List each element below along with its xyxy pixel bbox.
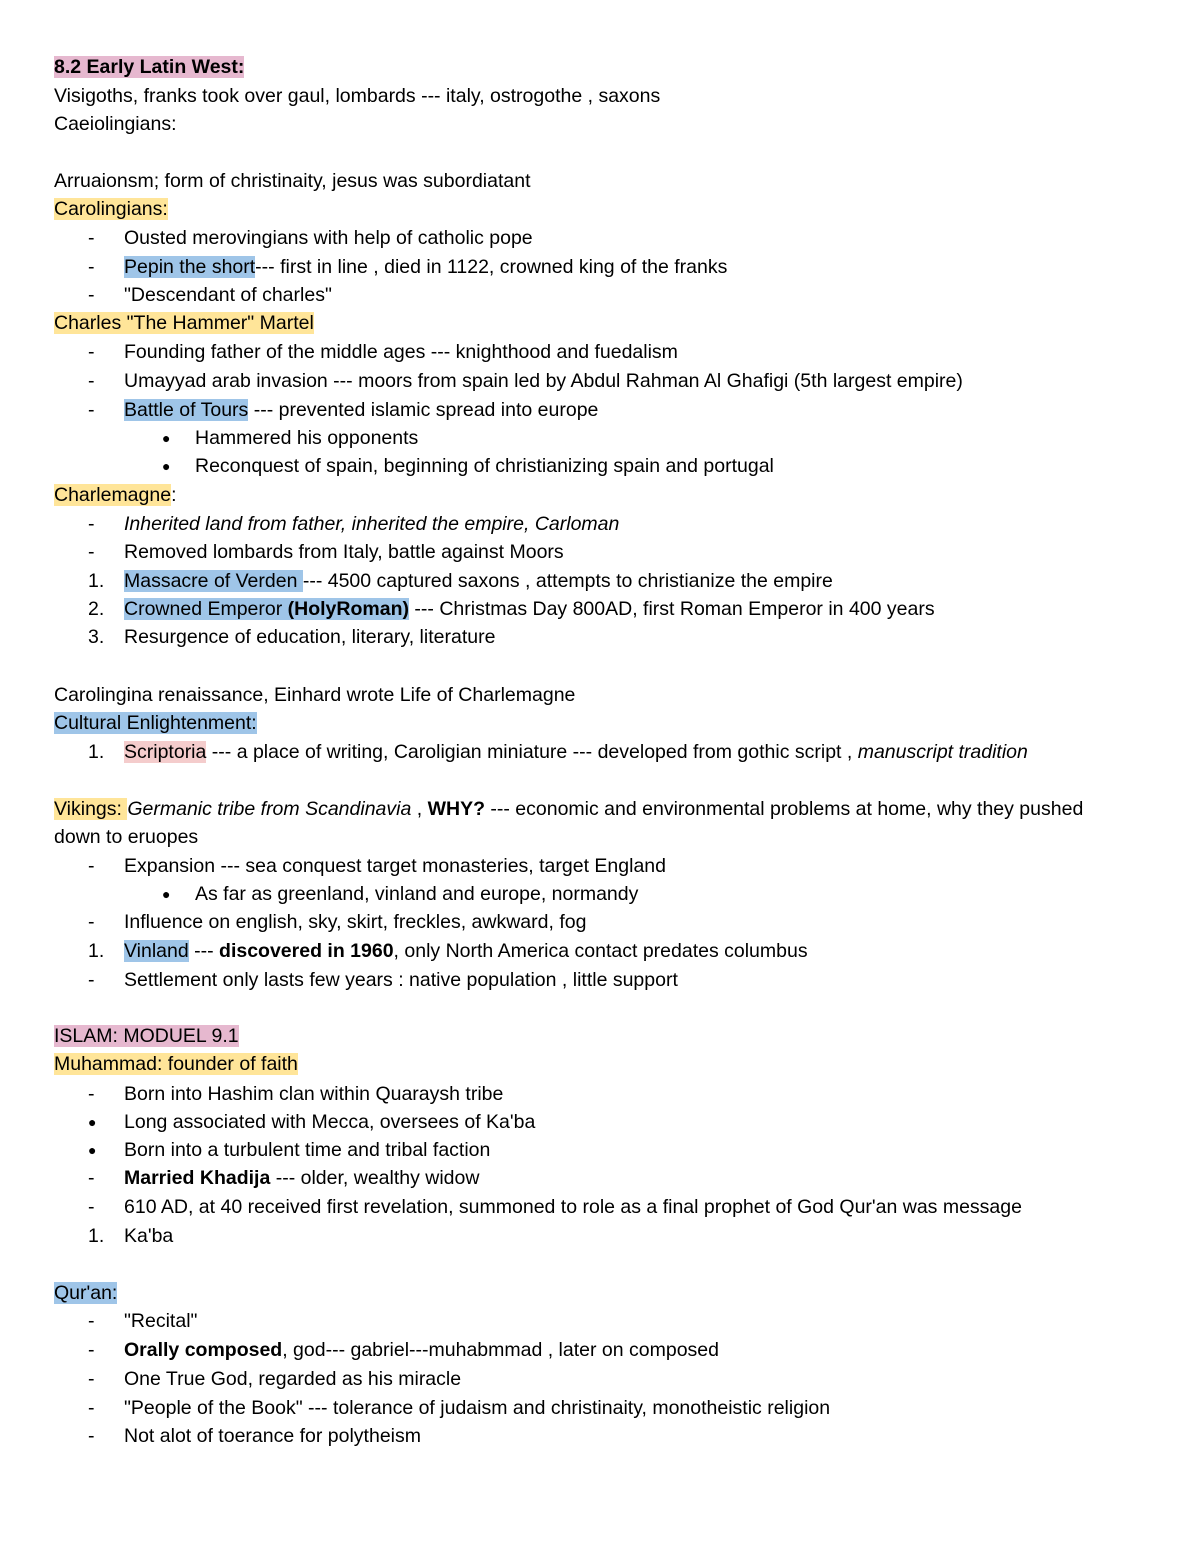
- carolingians-heading: Carolingians:: [54, 198, 168, 220]
- battle-of-tours-highlight: Battle of Tours: [124, 399, 249, 421]
- dash-marker: -: [88, 1167, 95, 1189]
- dash-marker: -: [88, 256, 95, 278]
- quran-heading-line: [54, 1279, 117, 1307]
- muhammad-heading-line: [54, 1050, 298, 1078]
- massacre-highlight: Massacre of Verden: [124, 570, 303, 592]
- dash-marker: -: [88, 1339, 95, 1361]
- list-item: Expansion --- sea conquest target monasteries, target England: [124, 855, 666, 877]
- khadija-bold: Married Khadija: [124, 1167, 271, 1189]
- list-item-text: , god--- gabriel---muhabmmad , later on composed: [282, 1339, 719, 1361]
- renaissance-line: Carolingina renaissance, Einhard wrote Life of Charlemagne: [54, 684, 576, 706]
- dash-marker: -: [88, 341, 95, 363]
- list-item: [124, 1336, 719, 1364]
- list-item: Influence on english, sky, skirt, freckles, awkward, fog: [124, 911, 587, 933]
- dash-marker: -: [88, 1425, 95, 1447]
- number-marker: 3.: [88, 626, 105, 648]
- list-item-text: , only North America contact predates columbus: [393, 940, 808, 962]
- intro-line-3: Arruaionsm; form of christinaity, jesus was subordiatant: [54, 170, 531, 192]
- list-item-text: --- prevented islamic spread into europe: [248, 399, 599, 421]
- orally-composed-bold: Orally composed: [124, 1339, 283, 1361]
- dash-marker: -: [88, 1083, 95, 1105]
- list-item-text: ---: [188, 940, 220, 962]
- list-item: "People of the Book" --- tolerance of judaism and christinaity, monotheistic religion: [124, 1397, 831, 1419]
- intro-line-2: Caeiolingians:: [54, 113, 177, 135]
- list-item: Removed lombards from Italy, battle against Moors: [124, 541, 564, 563]
- list-item-text: --- Christmas Day 800AD, first Roman Emperor in 400 years: [409, 598, 935, 620]
- list-item: 610 AD, at 40 received first revelation, summoned to role as a final prophet of God Qur'an was message: [124, 1196, 1022, 1218]
- section-title-line: [54, 53, 244, 81]
- bullet-dot-icon: ●: [162, 458, 171, 474]
- muhammad-heading: Muhammad: founder of faith: [54, 1053, 298, 1075]
- list-item: Long associated with Mecca, oversees of Ka'ba: [124, 1111, 536, 1133]
- intro-line-1: Visigoths, franks took over gaul, lombards --- italy, ostrogothe , saxons: [54, 85, 661, 107]
- dash-marker: -: [88, 1310, 95, 1332]
- list-item: [124, 253, 727, 281]
- dash-marker: -: [88, 370, 95, 392]
- vikings-paragraph: [54, 795, 1134, 851]
- numbered-item: [124, 937, 808, 965]
- dash-marker: -: [88, 284, 95, 306]
- highlight-bold-text: (HolyRoman): [287, 598, 409, 620]
- list-item: One True God, regarded as his miracle: [124, 1368, 462, 1390]
- islam-heading-line: [54, 1022, 239, 1050]
- bullet-dot-icon: ●: [162, 886, 171, 902]
- scriptoria-highlight: Scriptoria: [124, 741, 207, 763]
- list-item: "Recital": [124, 1310, 198, 1332]
- number-marker: 1.: [88, 570, 105, 592]
- charles-heading-line: [54, 309, 314, 337]
- list-item: Born into a turbulent time and tribal faction: [124, 1139, 491, 1161]
- list-item: Settlement only lasts few years : native population , little support: [124, 969, 678, 991]
- list-item-text: --- 4500 captured saxons , attempts to christianize the empire: [302, 570, 833, 592]
- cultural-heading: Cultural Enlightenment:: [54, 712, 257, 734]
- list-item-text: --- a place of writing, Caroligian miniature --- developed from gothic script ,: [206, 741, 858, 763]
- quran-heading: Qur'an:: [54, 1282, 118, 1304]
- vinland-highlight: Vinland: [124, 940, 189, 962]
- list-item-text: --- first in line , died in 1122, crowned king of the franks: [255, 256, 728, 278]
- number-marker: 1.: [88, 741, 105, 763]
- number-marker: 2.: [88, 598, 105, 620]
- dash-marker: -: [88, 855, 95, 877]
- highlight-text: Crowned Emperor: [124, 598, 288, 620]
- sub-list-item: Reconquest of spain, beginning of christianizing spain and portugal: [195, 455, 774, 477]
- list-item: Umayyad arab invasion --- moors from spain led by Abdul Rahman Al Ghafigi (5th largest empire): [124, 370, 963, 392]
- numbered-item: Resurgence of education, literary, literature: [124, 626, 496, 648]
- list-item: Founding father of the middle ages --- knighthood and fuedalism: [124, 341, 678, 363]
- dash-marker: -: [88, 1196, 95, 1218]
- sub-list-item: As far as greenland, vinland and europe, normandy: [195, 883, 639, 905]
- crowned-emperor-highlight: [124, 598, 409, 620]
- number-marker: 1.: [88, 1225, 105, 1247]
- dash-marker: -: [88, 399, 95, 421]
- list-item-text: --- older, wealthy widow: [270, 1167, 480, 1189]
- list-item-text: Inherited land from father, inherited the empire, Carloman: [124, 513, 620, 535]
- list-item: Not alot of toerance for polytheism: [124, 1425, 421, 1447]
- list-item: [124, 1164, 479, 1192]
- numbered-item: [124, 567, 833, 595]
- dash-marker: -: [88, 1368, 95, 1390]
- cultural-heading-line: [54, 709, 257, 737]
- numbered-item: [124, 738, 1028, 766]
- list-item: [124, 510, 619, 538]
- section-title: 8.2 Early Latin West:: [54, 56, 245, 78]
- vikings-text: --- economic and environmental problems at home, why they pushed down to eruopes: [54, 798, 1084, 848]
- list-item: Ousted merovingians with help of catholic pope: [124, 227, 533, 249]
- vikings-heading: Vikings:: [54, 798, 128, 820]
- numbered-item: Ka'ba: [124, 1225, 174, 1247]
- why-bold: WHY?: [427, 798, 485, 820]
- dash-marker: -: [88, 513, 95, 535]
- separator-text: ,: [411, 798, 428, 820]
- charlemagne-heading: Charlemagne: [54, 484, 172, 506]
- carolingians-heading-line: [54, 195, 168, 223]
- list-item: "Descendant of charles": [124, 284, 332, 306]
- islam-heading: ISLAM: MODUEL 9.1: [54, 1025, 239, 1047]
- list-item: [124, 396, 598, 424]
- dash-marker: -: [88, 227, 95, 249]
- discovered-bold: discovered in 1960: [219, 940, 394, 962]
- dash-marker: -: [88, 1397, 95, 1419]
- list-item: Born into Hashim clan within Quaraysh tribe: [124, 1083, 504, 1105]
- dash-marker: -: [88, 911, 95, 933]
- bullet-dot-icon: ●: [162, 430, 171, 446]
- number-marker: 1.: [88, 940, 105, 962]
- heading-colon: :: [171, 484, 177, 506]
- charlemagne-heading-line: [54, 481, 177, 509]
- list-item-italic: manuscript tradition: [857, 741, 1028, 763]
- pepin-highlight: Pepin the short: [124, 256, 256, 278]
- bullet-dot-icon: ●: [88, 1114, 97, 1130]
- vikings-italic: Germanic tribe from Scandinavia: [127, 798, 412, 820]
- numbered-item: [124, 595, 935, 623]
- dash-marker: -: [88, 969, 95, 991]
- dash-marker: -: [88, 541, 95, 563]
- sub-list-item: Hammered his opponents: [195, 427, 419, 449]
- bullet-dot-icon: ●: [88, 1142, 97, 1158]
- charles-heading: Charles "The Hammer" Martel: [54, 312, 314, 334]
